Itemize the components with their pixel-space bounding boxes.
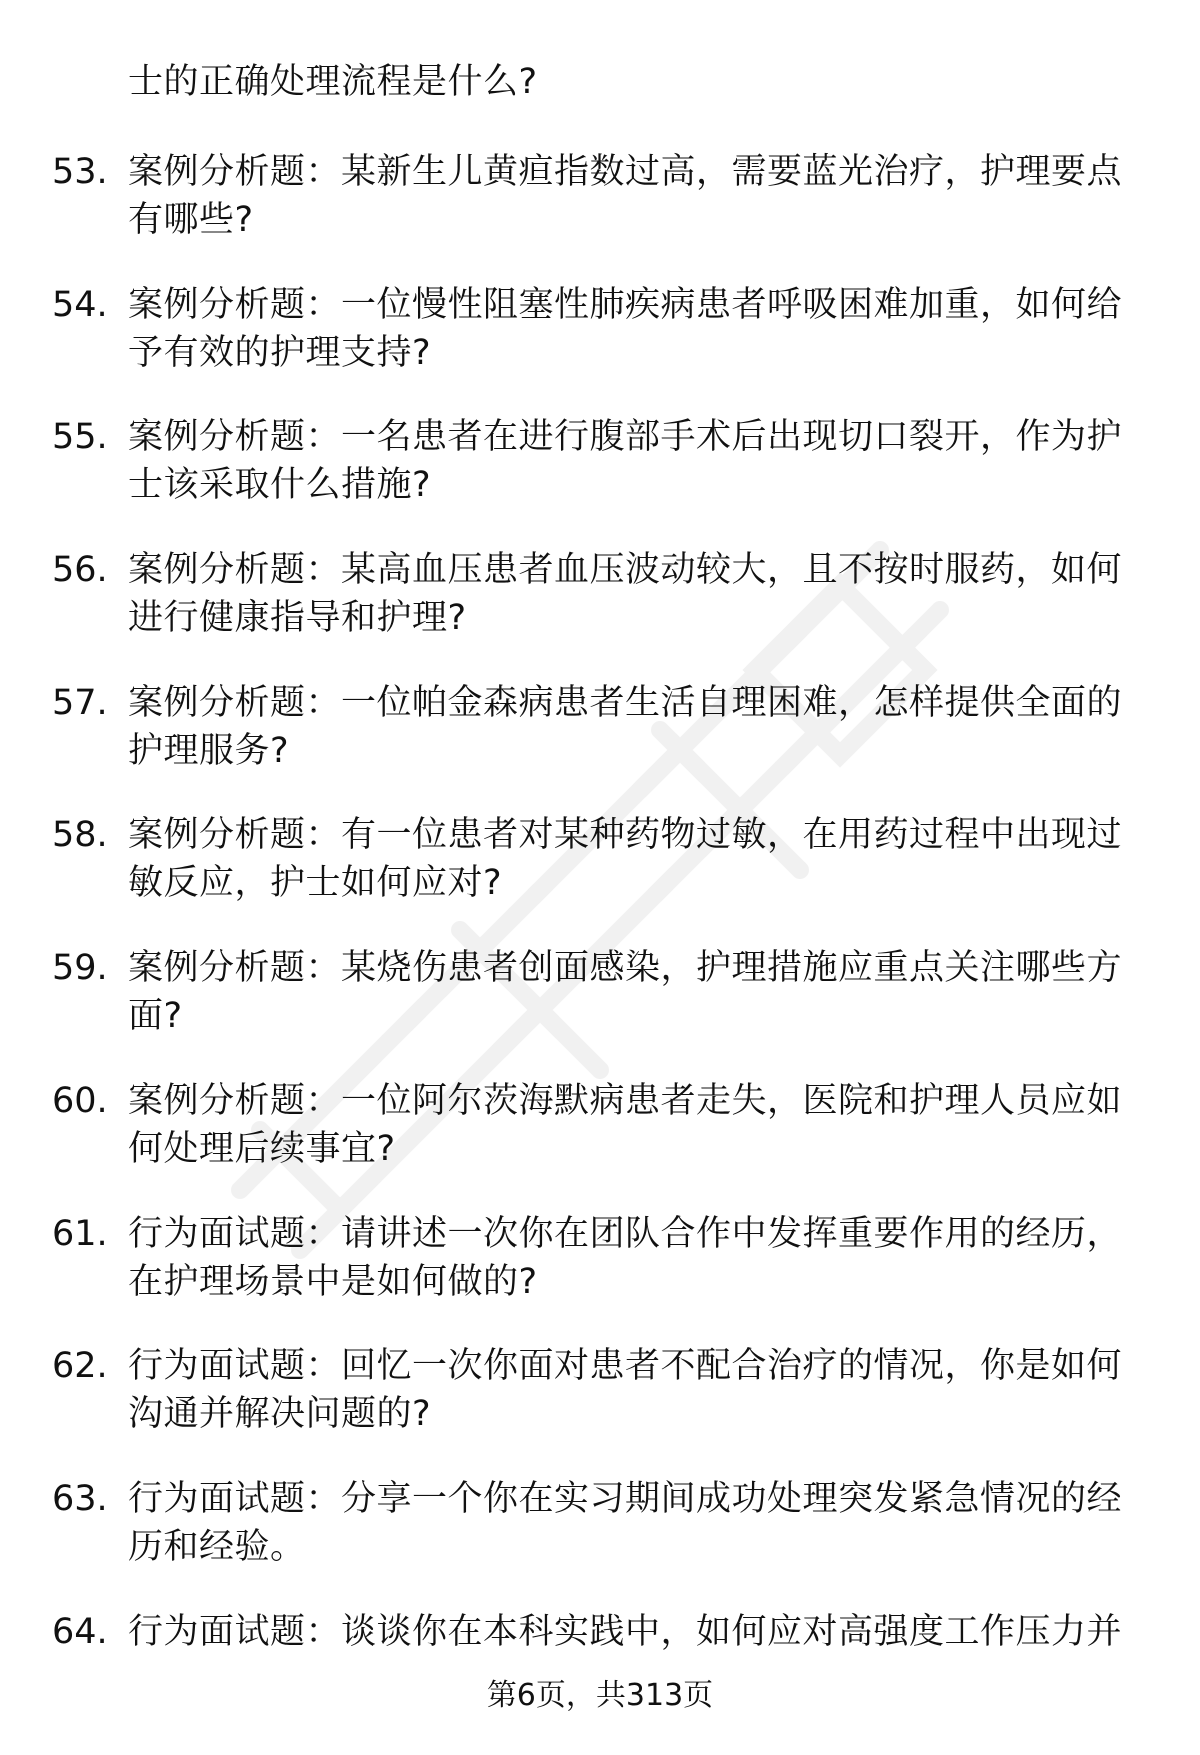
question-text: 行为面试题：回忆一次你面对患者不配合治疗的情况，你是如何沟通并解决问题的? [128, 1346, 1123, 1435]
question-item [0, 1077, 1200, 1210]
question-item [0, 944, 1200, 1077]
question-text: 案例分析题：某烧伤患者创面感染，护理措施应重点关注哪些方面? [128, 948, 1123, 1037]
question-number: 56. [52, 550, 108, 591]
question-item [0, 413, 1200, 546]
question-number: 63. [52, 1478, 108, 1519]
question-item [0, 546, 1200, 679]
question-number: 55. [52, 417, 108, 458]
question-number: 54. [52, 284, 108, 325]
question-text: 行为面试题：谈谈你在本科实践中，如何应对高强度工作压力并 [128, 1611, 1123, 1652]
question-item [0, 148, 1200, 281]
question-text: 案例分析题：一位阿尔茨海默病患者走失，医院和护理人员应如何处理后续事宜? [128, 1080, 1123, 1169]
question-text: 案例分析题：一位慢性阻塞性肺疾病患者呼吸困难加重，如何给予有效的护理支持? [128, 284, 1123, 373]
question-number: 61. [52, 1213, 108, 1254]
question-text: 案例分析题：某高血压患者血压波动较大，且不按时服药，如何进行健康指导和护理? [128, 550, 1123, 639]
question-item [0, 1475, 1200, 1608]
question-item [0, 1342, 1200, 1475]
question-text: 案例分析题：一位帕金森病患者生活自理困难，怎样提供全面的护理服务? [128, 682, 1123, 771]
question-item [0, 679, 1200, 812]
question-item [0, 1608, 1200, 1741]
question-number: 57. [52, 682, 108, 723]
question-number: 58. [52, 815, 108, 856]
question-number: 62. [52, 1346, 108, 1387]
question-number: 59. [52, 948, 108, 989]
question-number: 64. [52, 1611, 108, 1652]
question-number: 53. [52, 152, 108, 192]
question-item [0, 281, 1200, 414]
question-number: 60. [52, 1080, 108, 1121]
question-item [0, 1210, 1200, 1343]
question-text: 案例分析题：某新生儿黄疸指数过高，需要蓝光治疗，护理要点有哪些? [128, 152, 1123, 240]
question-list [0, 148, 1200, 1740]
question-text: 行为面试题：请讲述一次你在团队合作中发挥重要作用的经历，在护理场景中是如何做的? [128, 1213, 1123, 1302]
question-text: 行为面试题：分享一个你在实习期间成功处理突发紧急情况的经历和经验。 [128, 1478, 1123, 1567]
page-footer: 第6页，共313页 [486, 1678, 714, 1713]
question-text: 案例分析题：一名患者在进行腹部手术后出现切口裂开，作为护士该采取什么措施? [128, 417, 1123, 506]
question-text: 案例分析题：有一位患者对某种药物过敏，在用药过程中出现过敏反应，护士如何应对? [128, 815, 1123, 904]
question-item [0, 811, 1200, 944]
continuation-text: 士的正确处理流程是什么? [128, 62, 538, 102]
